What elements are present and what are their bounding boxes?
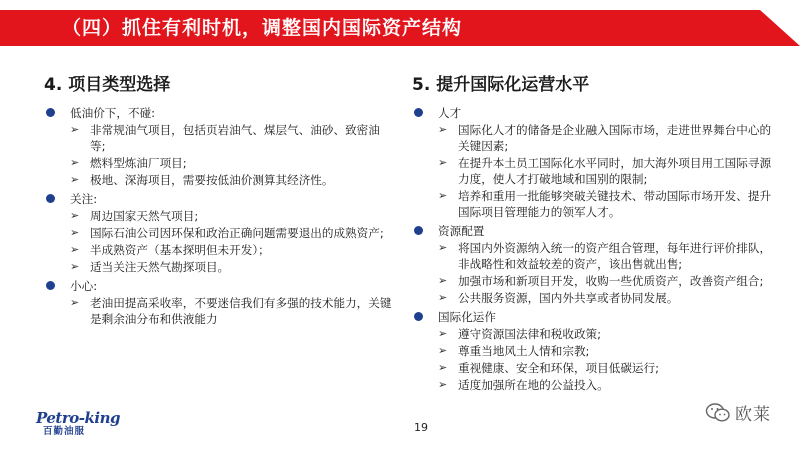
sub-item [412, 273, 772, 289]
sub-item [44, 122, 394, 154]
arrow-bullet-icon: ➢ [438, 378, 448, 391]
wechat-icon [705, 402, 731, 424]
sub-item-text: 将国内外资源纳入统一的资产组合管理，每年进行评价排队，非战略性和效益较差的资产，该出售就出售; [458, 241, 772, 271]
left-heading: 4. 项目类型选择 [44, 75, 171, 95]
right-column [412, 70, 772, 393]
sub-item-text: 周边国家天然气项目; [90, 209, 199, 223]
bullet-icon [414, 312, 423, 321]
list-item [44, 278, 394, 294]
item-label: 关注: [70, 192, 98, 206]
arrow-bullet-icon: ➢ [438, 361, 448, 374]
list-item [412, 105, 772, 121]
arrow-bullet-icon: ➢ [438, 156, 448, 169]
arrow-bullet-icon: ➢ [438, 274, 448, 287]
left-column [44, 70, 394, 327]
sub-item-text: 半成熟资产（基本探明但未开发）； [90, 243, 270, 257]
sub-item [412, 377, 772, 393]
sub-item-text: 适度加强所在地的公益投入。 [458, 378, 609, 392]
sub-item [44, 172, 394, 188]
arrow-bullet-icon: ➢ [70, 260, 80, 273]
sub-item-text: 加强市场和新项目开发，收购一些优质资产，改善资产组合; [458, 274, 764, 288]
sub-item-text: 极地、深海项目，需要按低油价测算其经济性。 [90, 173, 334, 187]
bullet-icon [46, 194, 55, 203]
bullet-icon [414, 226, 423, 235]
bullet-icon [46, 281, 55, 290]
bullet-icon [414, 108, 423, 117]
sub-item [412, 360, 772, 376]
sub-item-text: 培养和重用一批能够突破关键技术、带动国际市场开发、提升国际项目管理能力的领军人才。 [458, 189, 772, 219]
arrow-bullet-icon: ➢ [438, 241, 448, 254]
sub-item-text: 适当关注天然气勘探项目。 [90, 260, 230, 274]
watermark [705, 400, 771, 425]
arrow-bullet-icon: ➢ [438, 189, 448, 202]
arrow-bullet-icon: ➢ [70, 243, 80, 256]
arrow-bullet-icon: ➢ [438, 344, 448, 357]
arrow-bullet-icon: ➢ [70, 296, 80, 309]
arrow-bullet-icon: ➢ [70, 173, 80, 186]
item-label: 小心: [70, 279, 98, 293]
item-label: 国际化运作 [438, 310, 496, 324]
arrow-bullet-icon: ➢ [438, 291, 448, 304]
list-item [44, 105, 394, 121]
bullet-icon [46, 108, 55, 117]
sub-item-text: 燃料型炼油厂项目; [90, 156, 187, 170]
arrow-bullet-icon: ➢ [70, 123, 80, 136]
sub-item-text: 国际石油公司因环保和政治正确问题需要退出的成熟资产; [90, 226, 384, 240]
arrow-bullet-icon: ➢ [70, 226, 80, 239]
sub-item [44, 242, 394, 258]
page-number: 19 [414, 421, 428, 434]
logo-name: Petro-king [36, 409, 120, 427]
sub-item [412, 240, 772, 272]
list-item [412, 309, 772, 325]
sub-item-text: 非常规油气项目，包括页岩油气、煤层气、油砂、致密油等; [90, 123, 380, 153]
sub-item [412, 290, 772, 306]
logo-subtitle: 百勤油服 [43, 426, 86, 437]
list-item [412, 223, 772, 239]
arrow-bullet-icon: ➢ [438, 123, 448, 136]
sub-item-text: 尊重当地风土人情和宗教; [458, 344, 590, 358]
sub-item-text: 公共服务资源，国内外共享或者协同发展。 [458, 291, 679, 305]
sub-item-text: 国际化人才的储备是企业融入国际市场，走进世界舞台中心的关键因素; [458, 123, 772, 153]
sub-item-text: 老油田提高采收率，不要迷信我们有多强的技术能力，关键是剩余油分布和供液能力 [90, 296, 392, 326]
sub-item [44, 225, 394, 241]
arrow-bullet-icon: ➢ [438, 327, 448, 340]
sub-item [44, 155, 394, 171]
list-item [44, 191, 394, 207]
sub-item [44, 259, 394, 275]
sub-item [412, 122, 772, 154]
page-title: （四）抓住有利时机，调整国内国际资产结构 [62, 17, 463, 39]
item-label: 资源配置 [438, 224, 485, 238]
item-label: 低油价下，不碰: [70, 106, 156, 120]
sub-item-text: 在提升本土员工国际化水平同时，加大海外项目用工国际寻源力度，使人才打破地域和国别的限制; [458, 156, 772, 186]
sub-item [412, 343, 772, 359]
sub-item-text: 遵守资源国法律和税收政策; [458, 327, 602, 341]
company-logo [36, 410, 146, 446]
sub-item [412, 188, 772, 220]
right-heading: 5. 提升国际化运营水平 [412, 75, 590, 95]
sub-item [412, 155, 772, 187]
sub-item [412, 326, 772, 342]
arrow-bullet-icon: ➢ [70, 156, 80, 169]
arrow-bullet-icon: ➢ [70, 209, 80, 222]
watermark-text: 欧莱 [735, 405, 771, 425]
sub-item-text: 重视健康、安全和环保，项目低碳运行; [458, 361, 660, 375]
item-label: 人才 [438, 106, 462, 120]
sub-item [44, 295, 394, 327]
sub-item [44, 208, 394, 224]
